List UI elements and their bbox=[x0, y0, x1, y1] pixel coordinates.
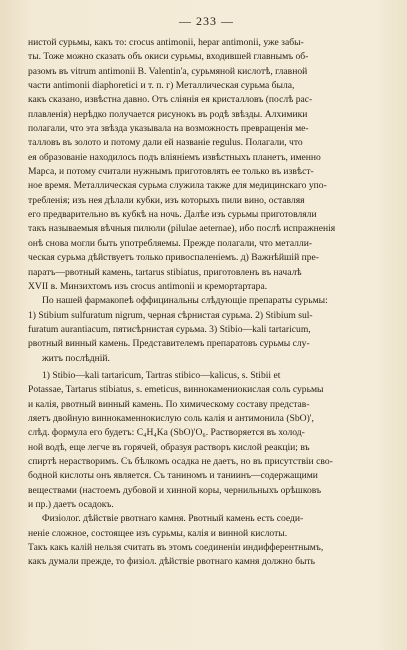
paragraph-pharmacopoeia-list bbox=[28, 294, 385, 366]
text-line: ное время. Металлическая сурьма служила также для медицинскаго упо- bbox=[28, 180, 327, 192]
text-line: талловъ въ золото и потому дали ей названiе regulus. Полагали, что bbox=[28, 137, 303, 149]
paragraph-tartar-emetic bbox=[28, 369, 385, 512]
paragraph-antimony-history bbox=[28, 36, 385, 294]
text-line: ея образованiе находилось подъ влiянiемъ извѣстныхъ планетъ, именно bbox=[28, 151, 321, 163]
text-line: XVII в. Минзихтомъ изъ crocus antimonii и кремортартара. bbox=[28, 280, 268, 292]
text-line: какъ сказано, извѣстна давно. Отъ слiянiя ея кристалловъ (послѣ рас- bbox=[28, 94, 313, 106]
paragraph-physiological-action bbox=[28, 512, 385, 569]
text-line: ной водѣ, еще легче въ горячей, образуя растворъ кислой реакцiи; въ bbox=[28, 441, 310, 453]
text-line: части antimonii diaphoretici и т. п. г) Металлическая сурьма была, bbox=[28, 80, 295, 92]
text-line: плавленiя) нерѣдко получается рисунокъ въ родѣ звѣзды. Алхимики bbox=[28, 108, 308, 120]
text-line: Марса, и потому считали нужнымъ приготовлять ее только въ извѣст- bbox=[28, 166, 314, 178]
text-line: ляетъ двойную виннокаменнокислую соль калiя и антимонила (SbO)', bbox=[28, 412, 314, 424]
text-line: требленiя; изъ нея дѣлали кубки, изъ которыхъ пили вино, оставляя bbox=[28, 194, 305, 206]
text-line: Такъ какъ калiй нельзя считать въ этомъ соединенiи индифферентнымъ, bbox=[28, 542, 324, 554]
page-number-header: — 233 — bbox=[179, 14, 234, 28]
text-line: спиртѣ нерастворимъ. Съ бѣлкомъ осадка не даетъ, но въ присутствiи сво- bbox=[28, 455, 333, 467]
text-line: По нашей фармакопеѣ оффицинальны слѣдующiе препараты сурьмы: bbox=[42, 295, 328, 307]
text-line: furatum aurantiacum, пятисѣрнистая сурьма. 3) Stibio—kali tartaricum, bbox=[28, 323, 311, 335]
text-line: веществами (настоемъ дубовой и хинной коры, чернильныхъ орѣшковъ bbox=[28, 484, 322, 496]
text-line: полагали, что эта звѣзда указывала на возможность превращенiя ме- bbox=[28, 123, 309, 135]
text-line: Potassae, Tartarus stibiatus, s. emeticus, виннокамениокислая соль сурьмы bbox=[28, 384, 324, 396]
text-line: разомъ въ vitrum antimonii B. Valentin'a, сурьмяной кислотѣ, главной bbox=[28, 65, 308, 77]
text-line: ты. Тоже можно сказать объ окиси сурьмы, входившей главнымъ об- bbox=[28, 51, 309, 63]
text-line: и пр.) даетъ осадокъ. bbox=[28, 499, 114, 510]
text-line: и калiя, рвотный винный камень. По химическому составу представ- bbox=[28, 398, 310, 410]
text-line: слѣд. формула его будетъ: C₄H₄Ka (SbO)'O₆. Растворяется въ холод- bbox=[28, 427, 305, 439]
text-line: ненiе сложное, состоящее изъ сурьмы, калiя и винной кислоты. bbox=[28, 527, 288, 539]
text-line: такъ называемыя вѣчныя пилюли (pilulae aeternae), ибо послѣ испражненiя bbox=[28, 223, 336, 235]
text-line: его предварительно въ кубкѣ на ночь. Далѣе изъ сурьмы приготовляли bbox=[28, 209, 317, 221]
text-line: какъ думали прежде, то физiол. дѣйствiе рвотнаго камня должно быть bbox=[28, 556, 316, 568]
text-line: паратъ—рвотный камень, tartarus stibiatus, приготовленъ въ началѣ bbox=[28, 266, 302, 278]
text-line: бодной кислоты онъ является. Съ таниномъ и таниинъ—содержащими bbox=[28, 470, 318, 482]
text-line: Физiолог. дѣйствiе рвотнаго камня. Рвотный камень есть соеди- bbox=[42, 513, 304, 525]
text-line: житъ послѣднiй. bbox=[42, 352, 110, 364]
text-line: ческая сурьма дѣйствуетъ только привоспаленiемъ. д) Важнѣйшiй пре- bbox=[28, 252, 319, 264]
text-line: 1) Stibio—kali tartaricum, Tartras stibico—kalicus, s. Stibii et bbox=[42, 369, 281, 381]
text-line: 1) Stibium sulfuratum nigrum, черная сѣрнистая сурьма. 2) Stibium sul- bbox=[28, 309, 313, 321]
text-line: рвотный винный камень. Представителемъ препаратовъ сурьмы слу- bbox=[28, 338, 310, 350]
text-line: онѣ снова могли быть употребляемы. Прежде полагали, что металли- bbox=[28, 237, 313, 249]
text-line: нистой сурьмы, какъ то: crocus antimonii, hepar antimonii, уже забы- bbox=[28, 37, 304, 48]
